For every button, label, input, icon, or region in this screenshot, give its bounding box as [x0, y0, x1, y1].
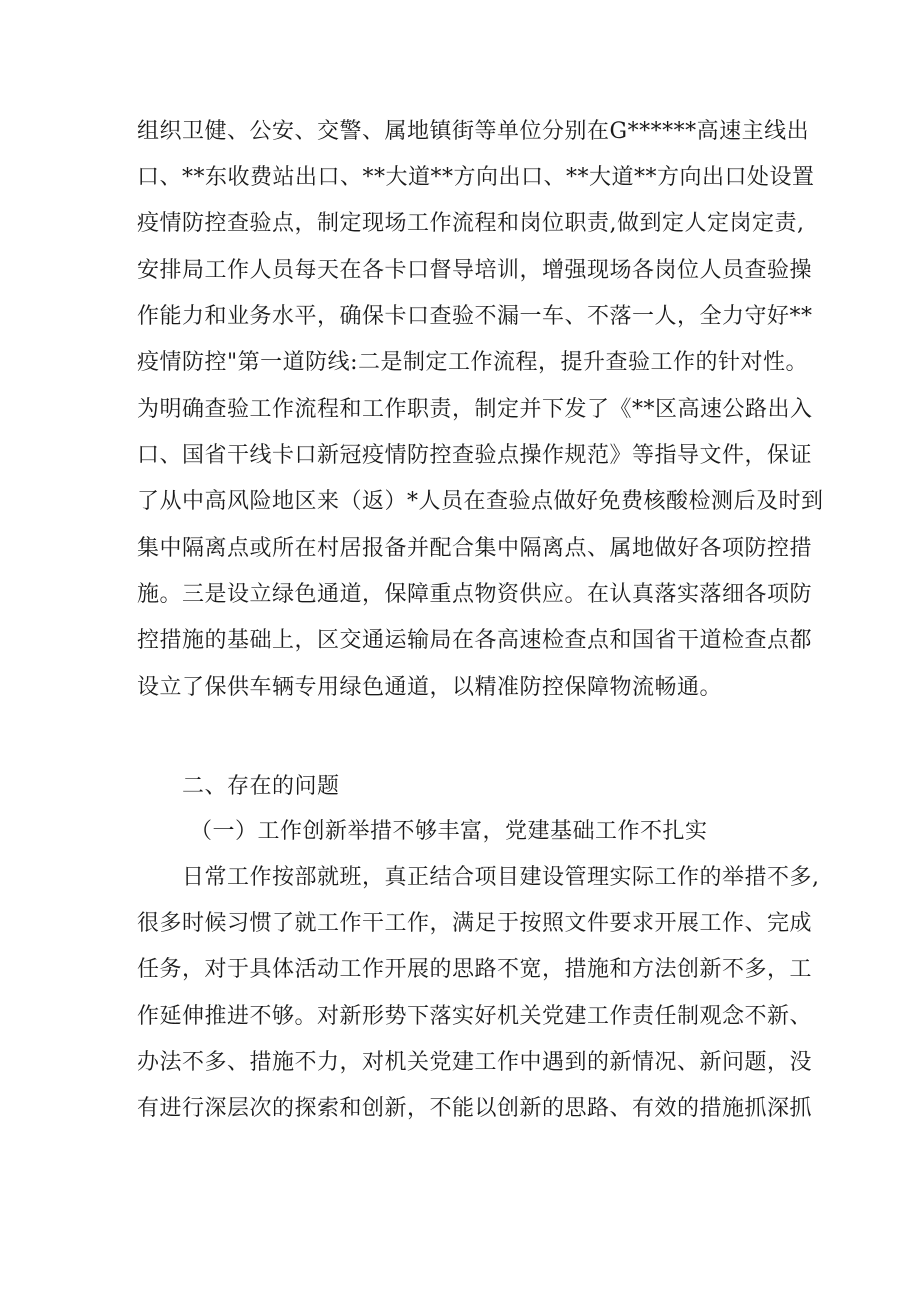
section-title: 二、存在的问题 — [182, 774, 340, 799]
paragraph-line: 疫情防控查验点，制定现场工作流程和岗位职责,做到定人定岗定责, — [137, 211, 805, 236]
paragraph-line: 控措施的基础上，区交通运输局在各高速检查点和国省干道检查点都 — [137, 628, 813, 653]
paragraph-line: 为明确查验工作流程和工作职责，制定并下发了《**区高速公路出入 — [137, 397, 813, 422]
paragraph-line: 口、**东收费站出口、**大道**方向出口、**大道**方向出口处设置 — [137, 165, 815, 190]
paragraph-line: 疫情防控"第一道防线:二是制定工作流程，提升查验工作的针对性。 — [137, 350, 809, 375]
paragraph-line: 日常工作按部就班，真正结合项目建设管理实际工作的举措不多, — [182, 865, 820, 890]
paragraph-line: 设立了保供车辆专用绿色通道，以精准防控保障物流畅通。 — [137, 675, 723, 700]
paragraph-line: 集中隔离点或所在村居报备并配合集中隔离点、属地做好各项防控措 — [137, 536, 813, 561]
paragraph-line: 有进行深层次的探索和创新，不能以创新的思路、有效的措施抓深抓 — [137, 1096, 813, 1121]
paragraph-line: 办法不多、措施不力，对机关党建工作中遇到的新情况、新问题，没 — [137, 1050, 813, 1075]
paragraph-line: 很多时候习惯了就工作干工作，满足于按照文件要求开展工作、完成 — [137, 911, 813, 936]
paragraph-line: 施。三是设立绿色通道，保障重点物资供应。在认真落实落细各项防 — [137, 582, 813, 607]
paragraph-line: 作延伸推进不够。对新形势下落实好机关党建工作责任制观念不新、 — [137, 1004, 813, 1029]
paragraph-line: 组织卫健、公安、交警、属地镇街等单位分别在G******高速主线出 — [137, 119, 810, 144]
section-subtitle: （一）工作创新举措不够丰富，党建基础工作不扎实 — [190, 819, 708, 844]
paragraph-line: 安排局工作人员每天在各卡口督导培训，增强现场各岗位人员查验操 — [137, 258, 813, 283]
paragraph-line: 口、国省干线卡口新冠疫情防控查验点操作规范》等指导文件，保证 — [137, 443, 813, 468]
paragraph-line: 作能力和业务水平，确保卡口查验不漏一车、不落一人，全力守好** — [137, 304, 813, 329]
paragraph-line: 任务，对于具体活动工作开展的思路不宽，措施和方法创新不多，工 — [137, 957, 813, 982]
paragraph-line: 了从中高风险地区来（返）*人员在查验点做好免费核酸检测后及时到 — [137, 489, 824, 514]
